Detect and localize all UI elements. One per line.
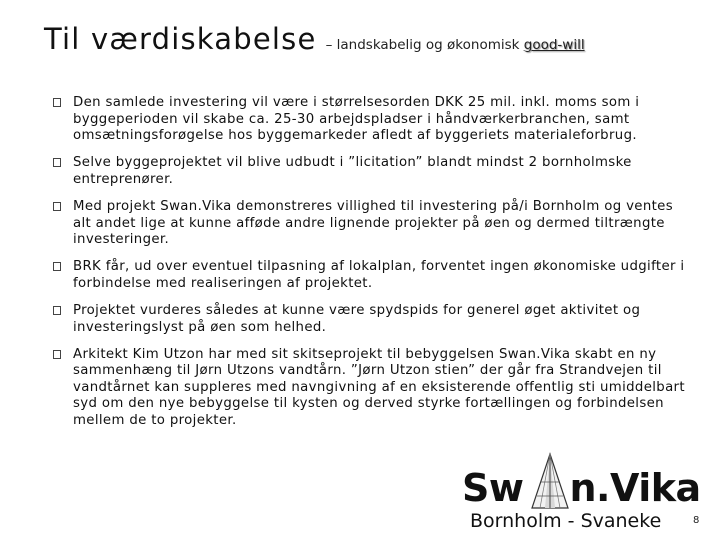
- square-bullet-icon: [53, 158, 61, 167]
- square-bullet-icon: [53, 262, 61, 271]
- slide-title-row: [44, 22, 585, 56]
- square-bullet-icon: [53, 98, 61, 107]
- logo-word-right: n.Vika: [569, 466, 701, 510]
- bullet-item: [50, 259, 690, 292]
- bullet-item: [50, 303, 690, 336]
- bullet-item: [50, 155, 690, 188]
- square-bullet-icon: [53, 350, 61, 359]
- bullet-list: [50, 95, 690, 440]
- page-number: 8: [693, 515, 700, 526]
- subtitle-prefix: – landskabelig og økonomisk: [325, 37, 524, 53]
- bullet-text: Projektet vurderes således at kunne være spydspids for generel øget aktivitet og investeringslyst på øen som helhed.: [73, 302, 641, 335]
- square-bullet-icon: [53, 202, 61, 211]
- bullet-item: [50, 95, 690, 145]
- bullet-text: Arkitekt Kim Utzon har med sit skitseprojekt til bebyggelsen Swan.Vika skabt en ny sammenhæng til Jørn Utzons vandtårn. ”Jørn Utzon stien” der går fra Strandvejen til vandtårnet kan suppleres med navngivning af en eksisterende offentlig sti umiddelbart syd om den nye bebyggelse til kysten og derved styrke fortællingen og forbindelsen mellem de to projekter.: [73, 346, 685, 428]
- logo-word-left: Sw: [462, 466, 524, 510]
- slide-title: Til værdiskabelse: [44, 22, 317, 56]
- bullet-text: BRK får, ud over eventuel tilpasning af lokalplan, forventet ingen økonomiske udgifter i forbindelse med realiseringen af projektet.: [73, 259, 685, 291]
- slide-subtitle: [326, 37, 585, 53]
- logo-tagline: Bornholm - Svaneke: [470, 510, 662, 532]
- water-tower-icon: [528, 452, 572, 512]
- bullet-text: Med projekt Swan.Vika demonstreres villighed til investering på/i Bornholm og ventes alt andet lige at kunne afføde andre lignende projekter på øen og dermed tiltrængte investeringer.: [73, 198, 673, 248]
- bullet-text: Den samlede investering vil være i størrelsesorden DKK 25 mil. inkl. moms som i byggeperioden vil skabe ca. 25-30 arbejdspladser i håndværkerbranchen, samt omsætningsforøgelse hos byggemarkeder afledt af byggeriets materialeforbrug.: [73, 95, 640, 144]
- swanvika-logo: [462, 452, 701, 536]
- bullet-item: [50, 199, 690, 249]
- square-bullet-icon: [53, 306, 61, 315]
- logo-wordmark: [462, 466, 701, 510]
- subtitle-emphasis: good-will: [523, 37, 585, 53]
- bullet-item: [50, 347, 690, 430]
- bullet-text: Selve byggeprojektet vil blive udbudt i ”licitation” blandt mindst 2 bornholmske entreprenører.: [73, 155, 632, 187]
